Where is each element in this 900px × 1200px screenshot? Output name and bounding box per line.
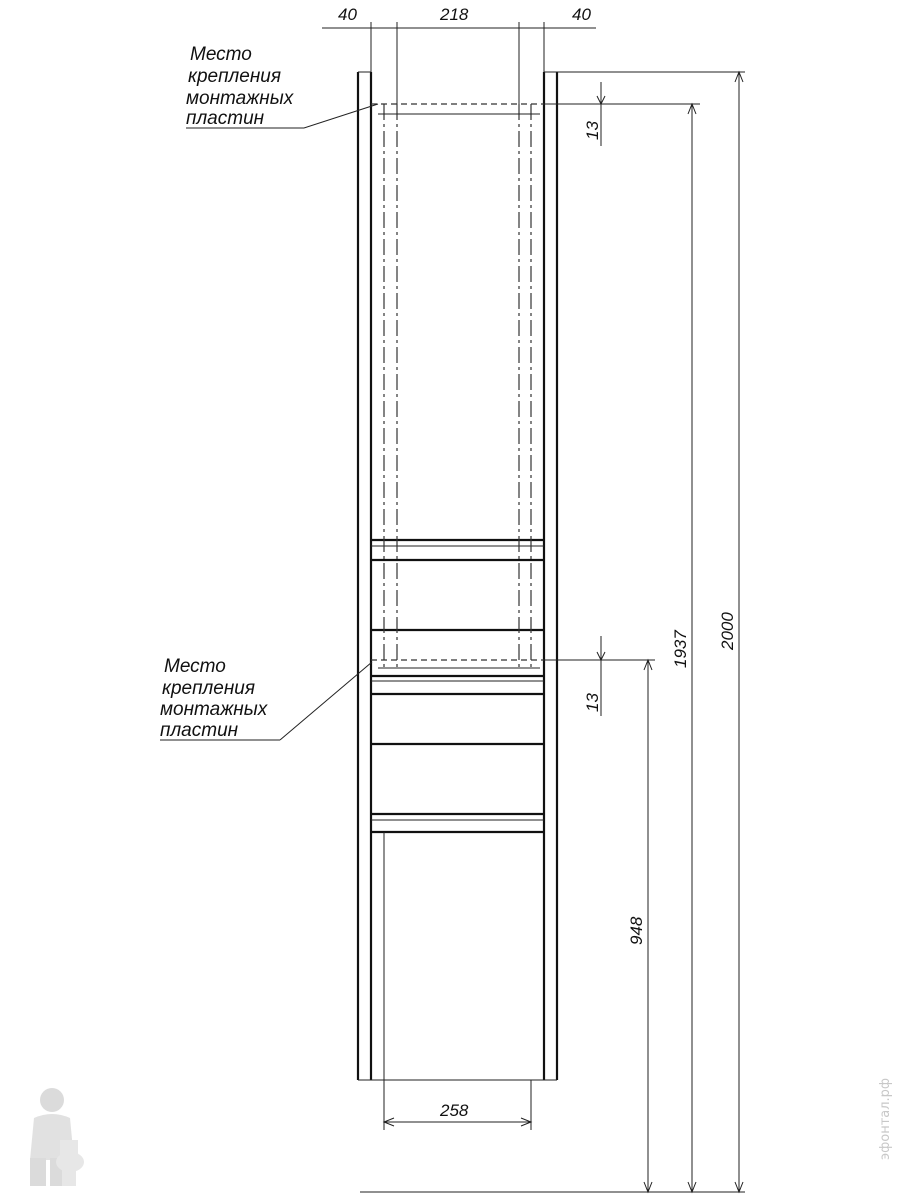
callout-lower-line-1: Место <box>164 656 226 677</box>
top-dimensions <box>322 5 596 104</box>
callout-upper-line-3: монтажных <box>186 88 294 109</box>
callout-lower-line-4: пластин <box>160 720 239 741</box>
dim-top-middle: 218 <box>440 5 469 24</box>
dim-top-right: 40 <box>572 5 591 24</box>
dim-gap-top: 13 <box>583 121 602 140</box>
callout-upper-line-4: пластин <box>186 108 265 129</box>
callout-upper-leader <box>304 104 378 128</box>
watermark-text: эфонтал.рф <box>878 1077 893 1160</box>
plumber-mascot-icon <box>30 1088 84 1186</box>
cabinet-body <box>358 72 557 1080</box>
dim-height-total: 2000 <box>718 612 737 650</box>
hidden-lines <box>371 104 544 668</box>
callout-upper-line-1: Место <box>190 44 252 65</box>
dim-gap-mid: 13 <box>583 693 602 712</box>
callout-lower <box>160 656 372 741</box>
callout-lower-line-3: монтажных <box>160 699 268 720</box>
dim-bottom-width: 258 <box>440 1101 469 1120</box>
bottom-dimension <box>384 1080 531 1130</box>
callout-upper-line-2: крепления <box>188 66 282 87</box>
dim-height-inner: 1937 <box>671 630 690 668</box>
dim-top-left: 40 <box>338 5 357 24</box>
callout-upper <box>186 44 378 129</box>
callout-lower-line-2: крепления <box>162 678 256 699</box>
dim-height-lower: 948 <box>627 916 646 945</box>
right-dimensions <box>360 72 745 1192</box>
